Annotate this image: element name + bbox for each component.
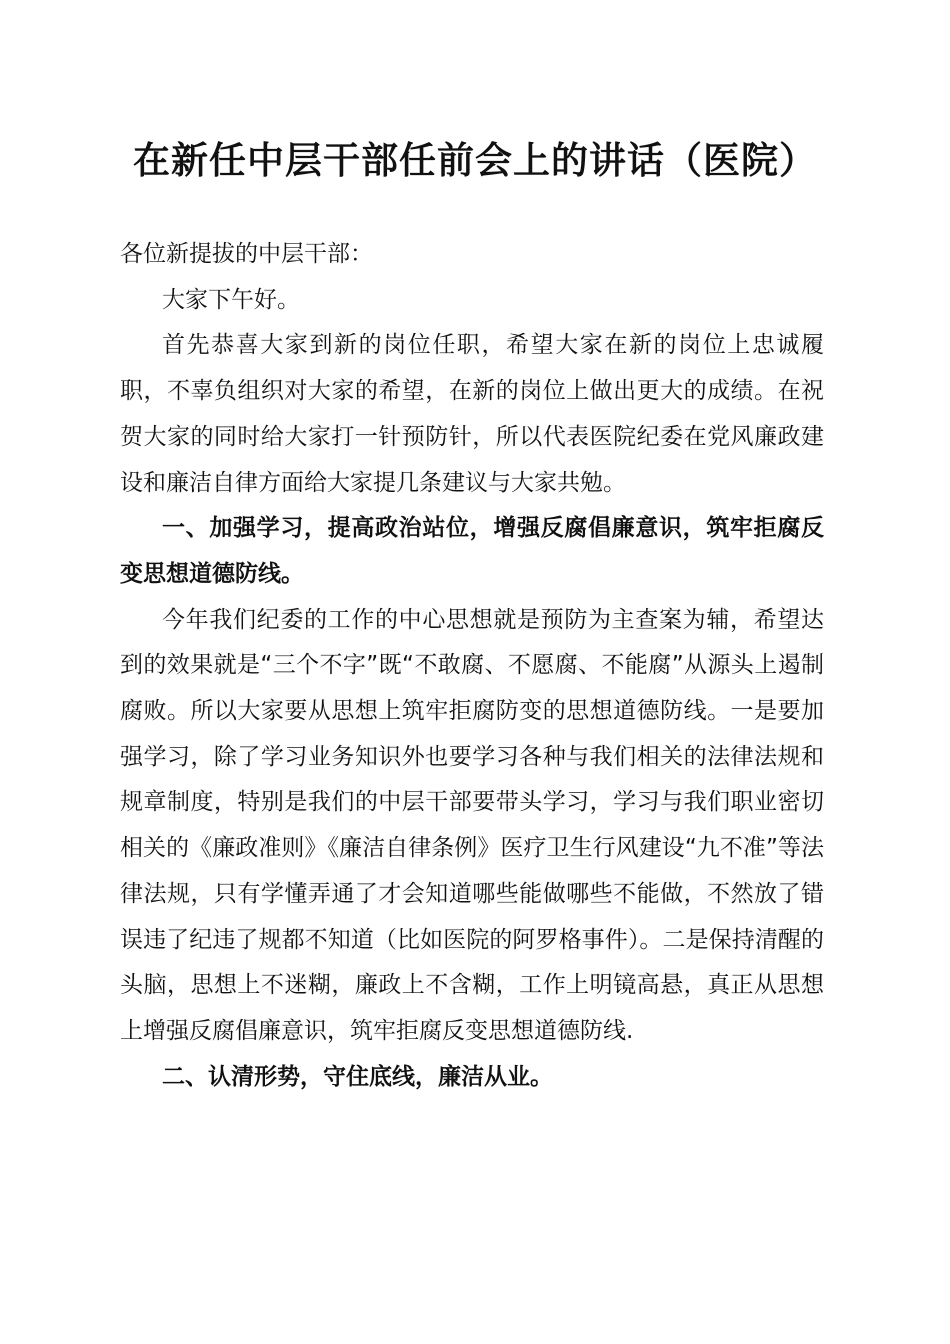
greeting-paragraph: 大家下午好。: [162, 286, 300, 313]
section-body-1: 今年我们纪委的工作的中心思想就是预防为主查案为辅，希望达到的效果就是“三个不字”既“不敢腐、不愿腐、不能腐”从源头上遏制腐败。所以大家要从思想上筑牢拒腐防变的思想道德防线。一是要加强学习，除了学习业务知识外也要学习各种与我们相关的法律法规和规章制度，特别是我们的中层干部要带头学习，学习与我们职业密切相关的《廉政准则》《廉洁自律条例》医疗卫生行风建设“九不准”等法律法规，只有学懂弄通了才会知道哪些能做哪些不能做，不然放了错误违了纪违了规都不知道（比如医院的阿罗格事件）。二是保持清醒的头脑，思想上不迷糊，廉政上不含糊，工作上明镜高悬，真正从思想上增强反腐倡廉意识，筑牢拒腐反变思想道德防线.: [120, 606, 824, 1044]
section-heading-2: 二、认清形势，守住底线，廉洁从业。: [162, 1063, 553, 1090]
salutation-line: 各位新提拔的中层干部：: [120, 241, 373, 267]
intro-paragraph: 首先恭喜大家到新的岗位任职，希望大家在新的岗位上忠诚履职，不辜负组织对大家的希望，在新的岗位上做出更大的成绩。在祝贺大家的同时给大家打一针预防针，所以代表医院纪委在党风廉政建设和廉洁自律方面给大家提几条建议与大家共勉。: [120, 332, 824, 496]
document-title: 在新任中层干部任前会上的讲话（医院）: [133, 138, 817, 182]
document-body: [120, 232, 824, 1100]
section-heading-1: 一、加强学习，提高政治站位，增强反腐倡廉意识，筑牢拒腐反变思想道德防线。: [120, 515, 824, 587]
